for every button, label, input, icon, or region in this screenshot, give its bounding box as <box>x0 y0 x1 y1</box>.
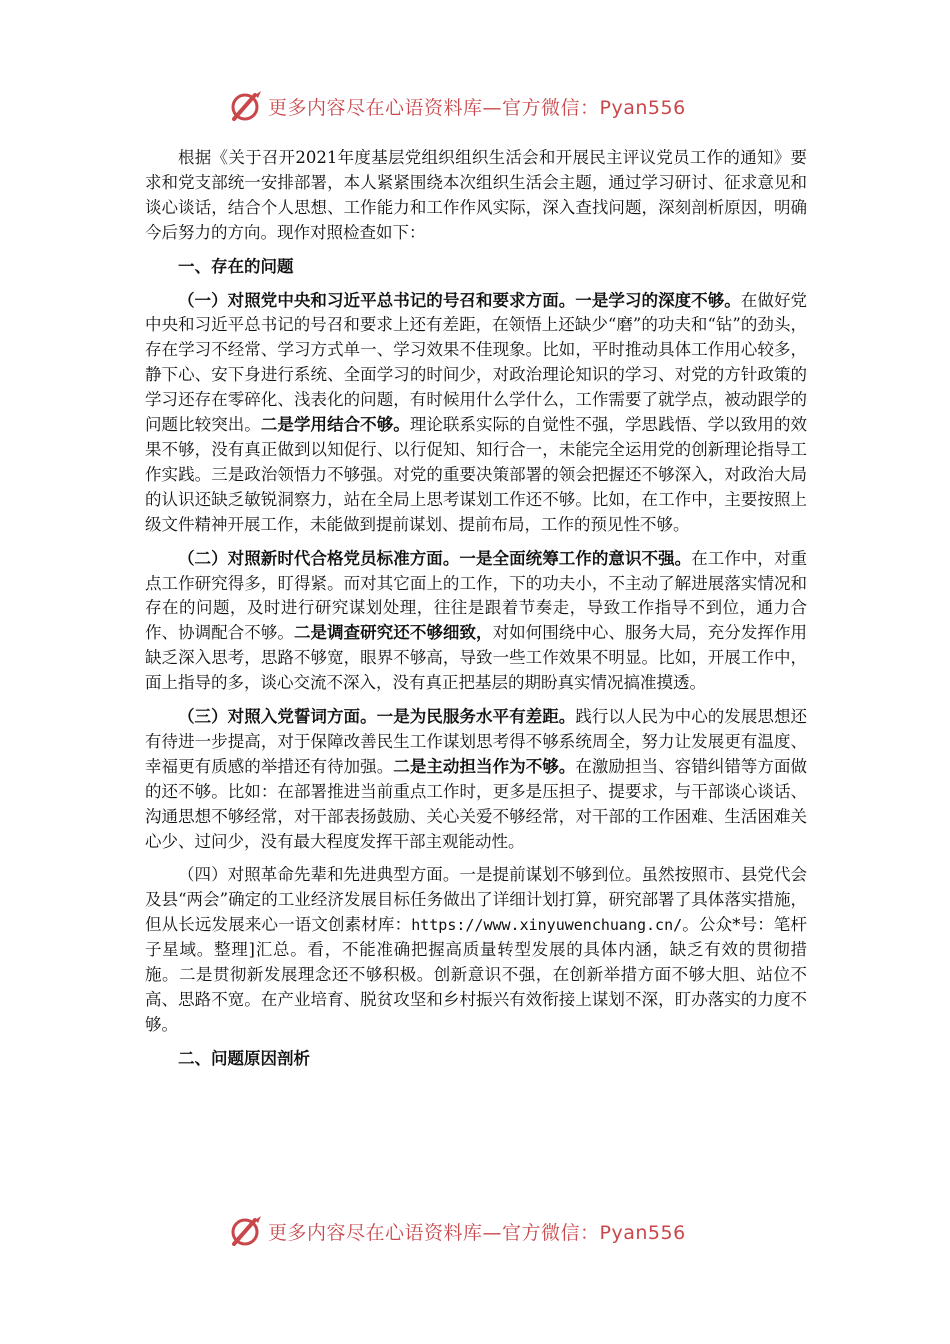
paragraph-text: 。公众*号：笔杆子星域。整理]汇总。看，不能准确把握高质量转型发展的具体内涵，缺乏有效的贯彻措施。二是贯彻新发展理念还不够积极。创新意识不强，在创新举措方面不够大胆、站位不高、思路不宽。在产业培育、脱贫攻坚和乡村振兴有效衔接上谋划不深，盯办落实的力度不够。 <box>145 915 808 1034</box>
paragraph-revolutionary-models <box>145 863 807 1037</box>
paragraph-text: （四）对照革命先辈和先进典型方面。一是提前谋划不够到位。虽然按照市、县党代会及县“两会”确定的工业经济发展目标任务做出了详细计划打算，研究部署了具体落实措施，但从长远发展来心一语文创素材库： <box>145 865 807 935</box>
paragraph-text: 在做好党中央和习近平总书记的号召和要求上还有差距，在领悟上还缺少“磨”的功夫和“钻”的劲头，存在学习不经常、学习方式单一、学习效果不佳现象。比如，平时推动具体工作用心较多，静下心、安下身进行系统、全面学习的时间少，对政治理论知识的学习、对党的方针政策的学习还存在零碎化、浅表化的问题，有时候用什么学什么，工作需要了就学点，被动跟学的问题比较突出。 <box>145 290 808 435</box>
section-heading-causes: 二、问题原因剖析 <box>178 1048 310 1068</box>
paragraph-lead: （三）对照入党誓词方面。一是为民服务水平有差距。 <box>178 707 576 727</box>
paragraph-bold: 二是调查研究还不够细致， <box>293 623 493 643</box>
section-heading-problems: 一、存在的问题 <box>178 256 294 276</box>
paragraph-text: 对如何围绕中心、服务大局，充分发挥作用缺乏深入思考，思路不够宽，眼界不够高，导致一些工作效果不明显。比如，开展工作中，面上指导的多，谈心交流不深入，没有真正把基层的期盼真实情况搞准摸透。 <box>145 623 808 693</box>
paragraph-text: 在工作中，对重点工作研究得多，盯得紧。而对其它面上的工作，下的功夫小，不主动了解进展落实情况和存在的问题，及时进行研究谋划处理，往往是跟着节奏走，导致工作指导不到位，通力合作、协调配合不够。 <box>145 548 808 643</box>
document-body <box>145 146 807 1072</box>
paragraph-party-member-standard <box>145 547 807 696</box>
paragraph-bold: 二是主动担当作为不够。 <box>393 756 576 776</box>
paragraph-lead: （二）对照新时代合格党员标准方面。一是全面统筹工作的意识不强。 <box>178 548 692 568</box>
banner-text: 更多内容尽在心语资料库—官方微信：Pyan556 <box>268 1221 686 1244</box>
paragraph-lead: （一）对照党中央和习近平总书记的号召和要求方面。一是学习的深度不够。 <box>178 290 741 310</box>
intro-paragraph: 根据《关于召开2021年度基层党组织组织生活会和开展民主评议党员工作的通知》要求和党支部统一安排部署，本人紧紧围绕本次组织生活会主题，通过学习研讨、征求意见和谈心谈话，结合个人思想、工作能力和工作作风实际，深入查找问题，深刻剖析原因，明确今后努力的方向。现作对照检查如下： <box>145 148 807 242</box>
paragraph-text: 理论联系实际的自觉性不强，学思践悟、学以致用的效果不够，没有真正做到以知促行、以行促知、知行合一，未能完全运用党的创新理论指导工作实践。三是政治领悟力不够强。对党的重要决策部署的领会把握还不够深入，对政治大局的认识还缺乏敏锐洞察力，站在全局上思考谋划工作还不够。比如，在工作中，主要按照上级文件精神开展工作，未能做到提前谋划、提前布局，工作的预见性不够。 <box>145 415 808 534</box>
header-banner <box>228 86 686 126</box>
footer-banner <box>228 1211 686 1251</box>
brush-pen-logo-icon <box>228 88 264 124</box>
paragraph-text: 践行以人民为中心的发展思想还有待进一步提高，对于保障改善民生工作谋划思考得不够系统周全，努力让发展更有温度、幸福更有质感的举措还有待加强。 <box>145 707 808 776</box>
banner-text: 更多内容尽在心语资料库—官方微信：Pyan556 <box>268 96 686 119</box>
brush-pen-logo-icon <box>228 1213 264 1249</box>
paragraph-text: 在激励担当、容错纠错等方面做的还不够。比如：在部署推进当前重点工作时，更多是压担子、提要求，与干部谈心谈话、沟通思想不够经常，对干部表扬鼓励、关心关爱不够经常，对干部的工作困难、生活困难关心少、过问少，没有最大程度发挥干部主观能动性。 <box>145 756 808 851</box>
paragraph-party-oath <box>145 705 807 854</box>
paragraph-bold: 二是学用结合不够。 <box>260 415 410 435</box>
paragraph-party-central <box>145 289 807 538</box>
url-text: https://www.xinyuwenchuang.cn/ <box>411 916 683 935</box>
